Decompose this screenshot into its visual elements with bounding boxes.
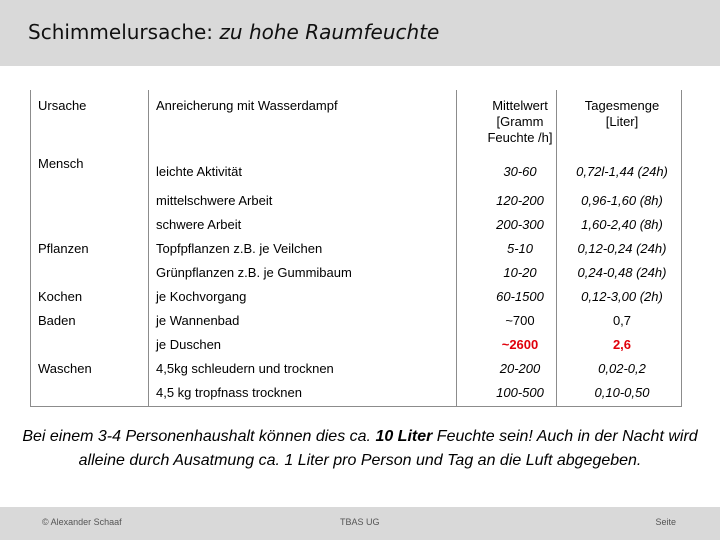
footer-bar	[0, 507, 720, 540]
note-highlight: 10 Liter	[375, 428, 433, 445]
table-border-bottom	[30, 406, 682, 407]
mean-cell: 20-200	[499, 361, 541, 376]
activity-cell: leichte Aktivität	[156, 164, 242, 179]
header-mean: Mittelwert [Gramm Feuchte /h]	[487, 98, 553, 145]
page-title	[28, 20, 439, 44]
daily-cell: 0,02-0,2	[598, 361, 646, 376]
title-bar	[0, 0, 720, 66]
daily-cell: 0,72l-1,44 (24h)	[576, 164, 668, 179]
daily-cell: 0,12-0,24 (24h)	[577, 241, 667, 256]
activity-cell: schwere Arbeit	[156, 217, 242, 232]
activity-cell: Grünpflanzen z.B. je Gummibaum	[156, 265, 352, 280]
daily-cell: 1,60-2,40 (8h)	[581, 217, 663, 232]
daily-cell-highlight: 2,6	[612, 337, 632, 352]
footer-page-label: Seite	[655, 517, 676, 527]
activity-cell: je Kochvorgang	[156, 289, 247, 304]
table-border-left	[30, 90, 31, 407]
column-divider	[148, 90, 149, 407]
cause-cell: Baden	[38, 313, 76, 328]
daily-cell: 0,12-3,00 (2h)	[581, 289, 663, 304]
activity-cell: je Duschen	[156, 337, 222, 352]
header-enrichment: Anreicherung mit Wasserdampf	[156, 98, 338, 113]
cause-cell: Kochen	[38, 289, 83, 304]
mean-cell: 60-1500	[496, 289, 544, 304]
daily-cell: 0,10-0,50	[594, 385, 650, 400]
title-main: Schimmelursache:	[28, 20, 220, 44]
title-emphasis: zu hohe Raumfeuchte	[219, 20, 440, 44]
mean-cell: 30-60	[503, 164, 537, 179]
header-daily: Tagesmenge [Liter]	[584, 98, 660, 129]
daily-cell: 0,24-0,48 (24h)	[577, 265, 667, 280]
cause-cell: Mensch	[38, 156, 84, 171]
mean-cell: 10-20	[503, 265, 537, 280]
mean-cell: 100-500	[496, 385, 544, 400]
summary-note: Bei einem 3-4 Personenhaushalt können dies ca. 10 Liter Feuchte sein! Auch in der Nacht wird alleine durch Ausatmung ca. 1 Liter pro Person und Tag an die Luft abgegeben.	[22, 428, 698, 469]
footer-company: TBAS UG	[340, 517, 380, 527]
daily-cell: 0,7	[612, 313, 632, 328]
cause-cell: Waschen	[38, 361, 92, 376]
mean-cell: ~700	[505, 313, 535, 328]
column-divider	[456, 90, 457, 407]
activity-cell: je Wannenbad	[156, 313, 240, 328]
daily-cell: 0,96-1,60 (8h)	[581, 193, 663, 208]
footer-copyright: © Alexander Schaaf	[42, 517, 122, 527]
activity-cell: Topfpflanzen z.B. je Veilchen	[156, 241, 323, 256]
mean-cell: 5-10	[506, 241, 534, 256]
mean-cell: 120-200	[496, 193, 544, 208]
activity-cell: 4,5kg schleudern und trocknen	[156, 361, 334, 376]
mean-cell-highlight: ~2600	[501, 337, 539, 352]
cause-cell: Pflanzen	[38, 241, 89, 256]
activity-cell: 4,5 kg tropfnass trocknen	[156, 385, 302, 400]
moisture-table	[30, 90, 682, 407]
mean-cell: 200-300	[496, 217, 544, 232]
header-cause: Ursache	[38, 98, 87, 113]
activity-cell: mittelschwere Arbeit	[156, 193, 273, 208]
